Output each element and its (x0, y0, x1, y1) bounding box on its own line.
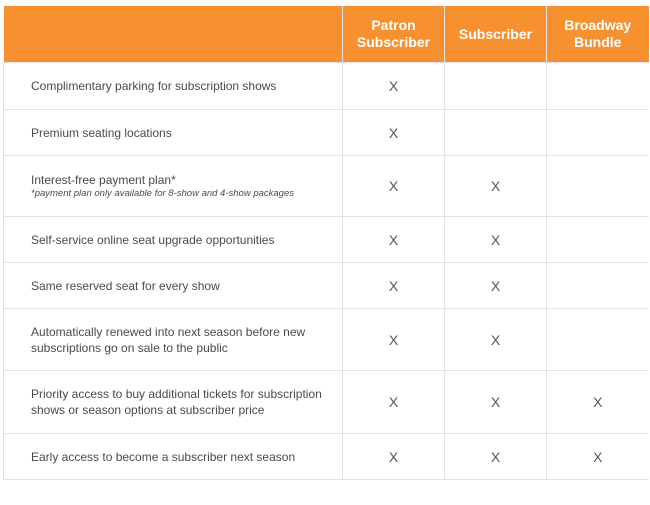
table-row (4, 110, 649, 156)
table-row (4, 156, 649, 217)
table-row (4, 217, 649, 263)
patron-mark: X (343, 110, 445, 156)
header-feature-cell (4, 6, 343, 63)
header-broadway-bundle (547, 6, 649, 63)
table-row (4, 371, 649, 434)
feature-label: Priority access to buy additional tickets for subscription shows or season options at subscriber price (4, 371, 343, 434)
bundle-mark: X (547, 371, 649, 434)
feature-label: Premium seating locations (4, 110, 343, 156)
table-row (4, 309, 649, 371)
table-row (4, 263, 649, 309)
feature-cell (4, 156, 343, 217)
feature-label: Automatically renewed into next season before new subscriptions go on sale to the public (4, 309, 343, 371)
header-label-line: Bundle (574, 34, 622, 50)
header-label-line: Subscriber (458, 25, 533, 42)
bundle-mark (547, 309, 649, 371)
patron-mark: X (343, 156, 445, 217)
feature-label: Same reserved seat for every show (4, 263, 343, 309)
subscriber-mark: X (445, 156, 547, 217)
patron-mark: X (343, 263, 445, 309)
header-label-line: Subscriber (356, 34, 431, 50)
patron-mark: X (343, 309, 445, 371)
subscriber-mark: X (445, 434, 547, 480)
table-row (4, 63, 649, 110)
feature-label: Interest-free payment plan* (31, 173, 176, 187)
feature-footnote: *payment plan only available for 8-show and 4-show packages (31, 188, 294, 199)
bundle-mark (547, 156, 649, 217)
bundle-mark (547, 263, 649, 309)
patron-mark: X (343, 371, 445, 434)
subscriber-mark: X (445, 371, 547, 434)
header-patron-subscriber (343, 6, 445, 63)
subscriber-mark (445, 63, 547, 110)
subscriber-mark: X (445, 217, 547, 263)
bundle-mark: X (547, 434, 649, 480)
bundle-mark (547, 217, 649, 263)
feature-label: Complimentary parking for subscription shows (4, 63, 343, 110)
header-row (4, 6, 649, 63)
header-label-line: Broadway (564, 17, 632, 33)
bundle-mark (547, 110, 649, 156)
table-row (4, 434, 649, 480)
bundle-mark (547, 63, 649, 110)
subscriber-mark: X (445, 309, 547, 371)
benefits-comparison-table (3, 6, 649, 480)
patron-mark: X (343, 434, 445, 480)
feature-label: Early access to become a subscriber next season (4, 434, 343, 480)
header-label-line: Patron (371, 17, 416, 33)
subscriber-mark: X (445, 263, 547, 309)
subscriber-mark (445, 110, 547, 156)
patron-mark: X (343, 217, 445, 263)
patron-mark: X (343, 63, 445, 110)
feature-label: Self-service online seat upgrade opportunities (4, 217, 343, 263)
header-subscriber (445, 6, 547, 63)
